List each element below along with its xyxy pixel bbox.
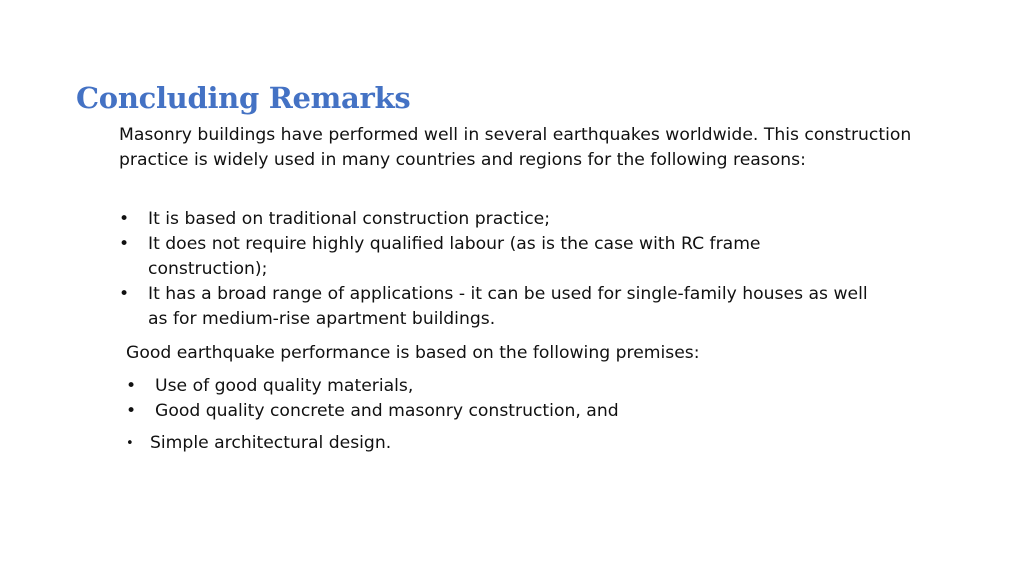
bullet-icon: •	[119, 234, 130, 254]
slide-title: Concluding Remarks	[76, 81, 411, 115]
list-item	[119, 282, 879, 332]
list-item-text: It is based on traditional construction practice;	[148, 209, 551, 229]
bullet-icon: •	[126, 401, 137, 421]
list-item	[119, 232, 879, 282]
list-item	[119, 207, 879, 232]
list-item	[126, 374, 886, 399]
intro-paragraph: Masonry buildings have performed well in several earthquakes worldwide. This construction practice is widely used in many countries and regions for the following reasons:	[119, 125, 912, 170]
list-item	[126, 399, 886, 424]
reasons-list	[119, 207, 879, 332]
list-item-text: It has a broad range of applications - it can be used for single-family houses as well as for medium-rise apartment buildings.	[148, 284, 868, 329]
last-premise	[126, 431, 886, 456]
bullet-icon: •	[119, 284, 130, 304]
list-item-text: It does not require highly qualified labour (as is the case with RC frame construction);	[148, 234, 761, 279]
list-item-text: Good quality concrete and masonry construction, and	[155, 401, 619, 421]
list-item-text: Simple architectural design.	[150, 433, 392, 453]
bullet-icon: •	[126, 376, 137, 396]
bullet-icon: •	[126, 436, 134, 451]
list-item-text: Use of good quality materials,	[155, 376, 414, 396]
bullet-icon: •	[119, 209, 130, 229]
premises-list	[126, 374, 886, 424]
premises-intro: Good earthquake performance is based on the following premises:	[126, 343, 700, 363]
